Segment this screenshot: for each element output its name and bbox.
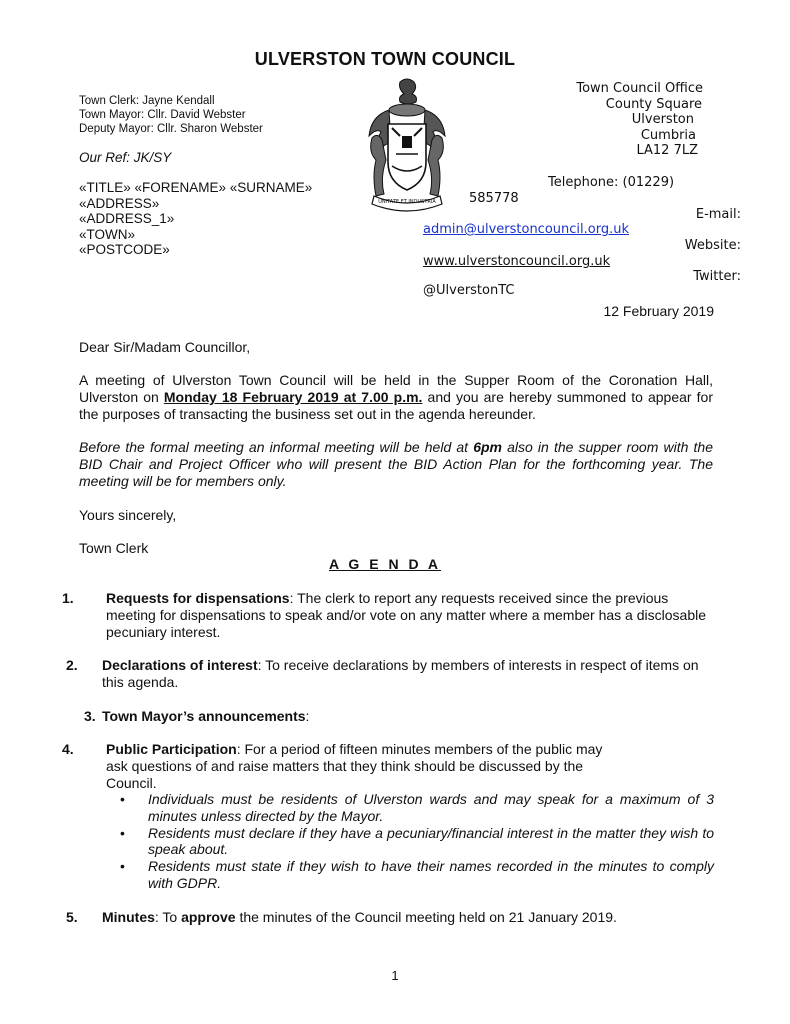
agenda-item-number: 3. bbox=[84, 708, 96, 724]
agenda-heading: A G E N D A bbox=[328, 556, 442, 572]
closing: Yours sincerely, bbox=[79, 507, 177, 523]
agenda-item-text-end: the minutes of the Council meeting held on 21 January 2019. bbox=[235, 909, 617, 925]
rule-text: Residents must declare if they have a pecuniary/financial interest in the matter they wish to speak about. bbox=[148, 824, 714, 858]
agenda-item-number: 4. bbox=[62, 741, 74, 757]
crest-motto: UNITATE ET INDUSTRIA bbox=[378, 199, 436, 205]
agenda-item-emphasis: approve bbox=[181, 909, 236, 925]
council-crest-logo bbox=[362, 76, 452, 214]
public-participation-rules bbox=[120, 791, 714, 892]
website-label: Website: bbox=[684, 238, 741, 253]
address-line-5: LA12 7LZ bbox=[636, 143, 698, 158]
agenda-item-text: : The clerk to report any requests received since the previous meeting for dispensations to speak and/or vote on any matter where a member has a disclosable pecuniary interest. bbox=[106, 590, 706, 640]
website-link[interactable]: www.ulverstoncouncil.org.uk bbox=[423, 254, 611, 269]
council-title: ULVERSTON TOWN COUNCIL bbox=[254, 49, 516, 69]
agenda-item-2 bbox=[66, 657, 714, 691]
informal-meeting-paragraph bbox=[79, 439, 713, 490]
address-line-3: Ulverston bbox=[631, 112, 694, 127]
merge-field-address-1: «ADDRESS_1» bbox=[79, 211, 175, 226]
recipient-address-block bbox=[79, 180, 312, 258]
agenda-item-number: 2. bbox=[66, 657, 78, 673]
twitter-handle: @UlverstonTC bbox=[423, 283, 515, 298]
our-reference: Our Ref: JK/SY bbox=[79, 150, 172, 165]
meeting-paragraph bbox=[79, 372, 713, 423]
meeting-date: Monday 18 February 2019 at 7.00 p.m. bbox=[163, 389, 423, 405]
twitter-label: Twitter: bbox=[693, 269, 741, 284]
rule-text: Residents must state if they wish to have their names recorded in the minutes to comply with GDPR. bbox=[148, 858, 714, 891]
meeting-summons: and you are hereby summoned to appear for the purposes of transacting the business set out in the agenda hereunder. bbox=[79, 389, 713, 422]
agenda-item-text: : To bbox=[154, 909, 182, 925]
page-number: 1 bbox=[391, 968, 399, 983]
deputy-mayor-line: Deputy Mayor: Cllr. Sharon Webster bbox=[79, 123, 263, 135]
address-line-2-wrap bbox=[520, 97, 702, 113]
agenda-item-3 bbox=[84, 708, 714, 725]
merge-field-address: «ADDRESS» bbox=[79, 195, 160, 211]
list-item bbox=[120, 791, 714, 825]
agenda-item-text: : For a period of fifteen minutes members of the public may ask questions of and raise matters that they think should be discussed by the Council. bbox=[106, 741, 603, 791]
agenda-item-title: Public Participation bbox=[106, 741, 237, 757]
merge-field-name: «TITLE» «FORENAME» «SURNAME» bbox=[79, 180, 313, 195]
signatory: Town Clerk bbox=[79, 540, 149, 556]
email-link[interactable]: admin@ulverstoncouncil.org.uk bbox=[423, 222, 629, 237]
agenda-item-text: : bbox=[305, 708, 310, 724]
address-line-3-wrap bbox=[520, 112, 694, 128]
salutation: Dear Sir/Madam Councillor, bbox=[79, 339, 251, 355]
bullet-icon: • bbox=[120, 824, 125, 841]
agenda-item-number: 5. bbox=[66, 909, 78, 925]
agenda-item-1 bbox=[62, 590, 714, 641]
agenda-item-4 bbox=[62, 741, 624, 792]
agenda-item-title: Requests for dispensations bbox=[106, 590, 290, 606]
address-line-4: Cumbria bbox=[640, 128, 696, 143]
address-line-2: County Square bbox=[605, 97, 702, 112]
address-line-5-wrap bbox=[520, 143, 698, 159]
merge-field-postcode: «POSTCODE» bbox=[79, 242, 170, 257]
telephone-number: 585778 bbox=[469, 191, 519, 206]
agenda-item-title: Minutes bbox=[102, 909, 155, 925]
office-address bbox=[520, 81, 703, 97]
meeting-intro: A meeting of Ulverston Town Council will be held in the Supper Room of the Coronation Hall, Ulverston on bbox=[79, 372, 713, 405]
agenda-item-text: : To receive declarations by members of interests in respect of items on this agenda. bbox=[102, 657, 699, 690]
list-item bbox=[120, 858, 714, 892]
letter-date: 12 February 2019 bbox=[603, 303, 714, 319]
rule-text: Individuals must be residents of Ulverston wards and may speak for a maximum of 3 minutes unless directed by the Mayor. bbox=[148, 791, 714, 824]
bullet-icon: • bbox=[120, 791, 125, 807]
bullet-icon: • bbox=[120, 858, 125, 875]
informal-intro: Before the formal meeting an informal meeting will be held at bbox=[79, 439, 474, 455]
agenda-item-title: Town Mayor’s announcements bbox=[102, 708, 306, 724]
agenda-item-title: Declarations of interest bbox=[102, 657, 258, 673]
telephone-label: Telephone: (01229) bbox=[548, 175, 675, 190]
merge-field-town: «TOWN» bbox=[79, 226, 136, 242]
twitter-handle-clipped bbox=[423, 280, 543, 298]
town-mayor-line: Town Mayor: Cllr. David Webster bbox=[79, 109, 246, 121]
email-label: E-mail: bbox=[695, 207, 741, 222]
address-line-4-wrap bbox=[520, 128, 696, 144]
agenda-item-5 bbox=[66, 909, 644, 926]
informal-time: 6pm bbox=[473, 439, 502, 455]
agenda-item-number: 1. bbox=[62, 590, 74, 606]
council-officers bbox=[79, 94, 263, 136]
address-line-1: Town Council Office bbox=[576, 81, 703, 96]
list-item bbox=[120, 825, 714, 859]
informal-details: also in the supper room with the BID Chair and Project Officer who will present the BID Action Plan for the forthcoming year. The meeting will be for members only. bbox=[79, 439, 713, 489]
town-clerk-line: Town Clerk: Jayne Kendall bbox=[79, 95, 215, 107]
